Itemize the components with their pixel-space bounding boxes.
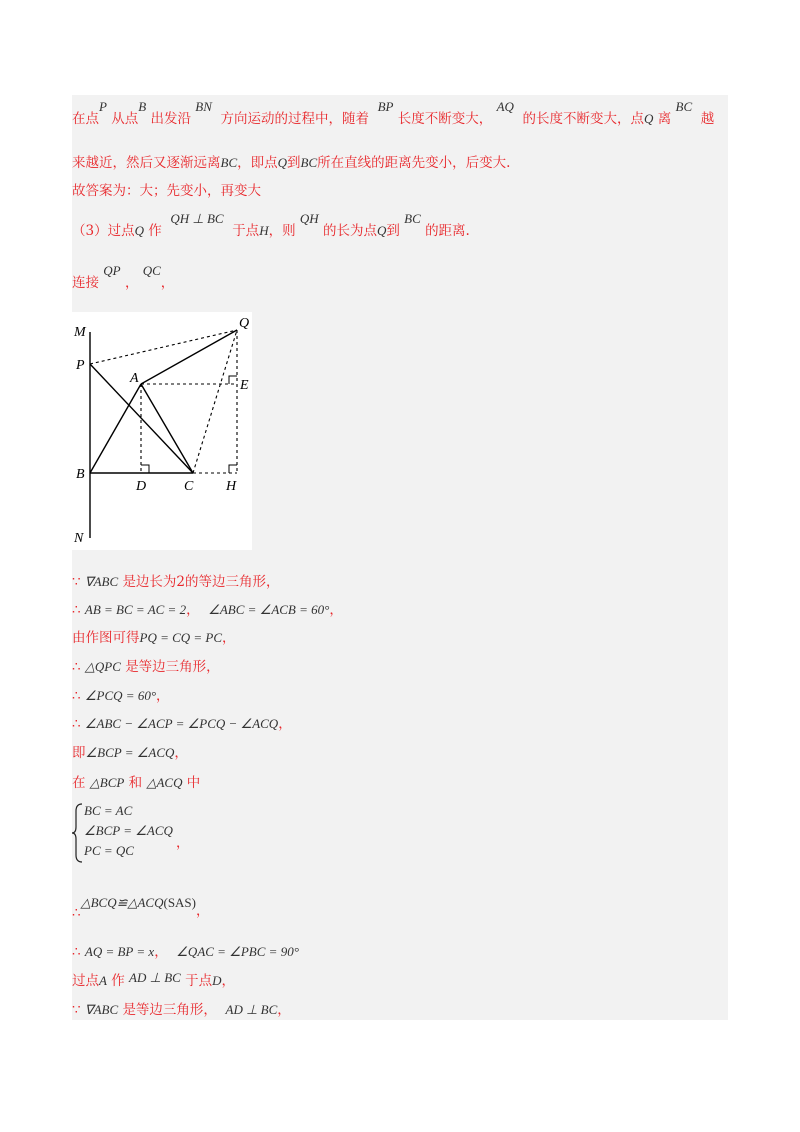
text: 到	[287, 155, 301, 171]
text: ，	[160, 275, 175, 291]
text: 过点	[72, 973, 99, 989]
therefore-symbol: ∴	[72, 905, 81, 921]
text: ，	[222, 630, 236, 646]
text: 在	[72, 775, 86, 791]
math: Q	[277, 155, 288, 170]
right-angle-h	[229, 465, 237, 473]
text: 的长度不断变大，点	[522, 111, 645, 127]
math: AB = BC = AC = 2	[84, 602, 187, 617]
proof-line-8	[72, 626, 236, 646]
text: ，即点	[237, 155, 278, 171]
text: ，	[278, 716, 292, 732]
solution-panel	[72, 95, 728, 1020]
left-brace-icon	[72, 803, 84, 863]
proof-line-13	[72, 771, 200, 791]
proof-line-7	[72, 598, 343, 618]
math: BC	[300, 155, 318, 170]
math: AD ⊥ BC	[225, 1002, 278, 1017]
text: 连接	[72, 275, 99, 291]
because-symbol: ∵	[72, 574, 81, 590]
therefore-symbol: ∴	[72, 944, 81, 960]
text: 离	[657, 111, 672, 127]
label-d: D	[136, 479, 147, 494]
text: ，	[277, 1002, 291, 1018]
math: BC	[220, 155, 238, 170]
math: BC	[675, 99, 693, 114]
text: 来越近，然后又逐渐远离	[72, 155, 221, 171]
text: ，	[156, 688, 170, 704]
label-a: A	[130, 371, 139, 386]
label-b: B	[76, 467, 85, 482]
solution-line-1	[72, 99, 715, 127]
right-angle-e	[229, 376, 237, 384]
text: 在点	[72, 111, 99, 127]
proof-line-16	[72, 969, 235, 989]
text: 到	[386, 223, 400, 239]
proof-line-12	[72, 741, 188, 761]
math: △BCP	[89, 775, 125, 790]
text: 的距离.	[425, 223, 470, 239]
geometry-diagram	[72, 312, 252, 550]
math: Q	[376, 223, 387, 238]
right-angle-d	[141, 465, 149, 473]
system-row-2: ∠BCP = ∠ACQ	[84, 823, 173, 838]
text: 的长为点	[322, 223, 377, 239]
math: A	[99, 973, 107, 988]
text: 从点	[111, 111, 139, 127]
math: △ACQ	[146, 775, 183, 790]
text: 方向运动的过程中，随着	[220, 111, 370, 127]
answer-line	[72, 179, 261, 199]
text: 于点	[185, 973, 213, 989]
solution-line-2	[72, 151, 510, 171]
text: 和	[128, 775, 143, 791]
text: 越	[700, 111, 715, 127]
geometry-figure	[72, 312, 252, 550]
text: 故答案为：大；先变小，再变大	[72, 183, 261, 199]
part-3-heading	[72, 211, 470, 239]
math: ∠ABC = ∠ACB = 60°	[208, 602, 330, 617]
text: 即	[72, 745, 86, 761]
math: AQ = BP = x	[84, 944, 155, 959]
math: ∠BCP = ∠ACQ	[85, 745, 175, 760]
therefore-symbol: ∴	[72, 602, 81, 618]
text: ，	[196, 903, 210, 919]
math: △BCQ≌△ACQ	[80, 895, 164, 910]
segment-pq	[90, 330, 237, 364]
label-q: Q	[239, 316, 250, 331]
math: D	[212, 973, 222, 988]
text: 中	[186, 775, 201, 791]
text: 长度不断变大，	[397, 111, 493, 127]
math: BP	[377, 99, 394, 114]
therefore-symbol: ∴	[72, 688, 81, 704]
math: Q	[134, 223, 144, 238]
math: AD ⊥ BC	[129, 970, 181, 985]
segment-ab	[90, 384, 141, 473]
text: ，	[174, 745, 188, 761]
math: QC	[142, 263, 161, 278]
text: 作	[148, 223, 162, 239]
proof-line-6	[72, 570, 280, 590]
segment-ac	[141, 384, 193, 473]
math: H	[259, 223, 269, 238]
text: 由作图可得	[72, 630, 140, 646]
text: 是等边三角形，	[125, 659, 220, 675]
math: BC	[404, 211, 421, 226]
proof-line-17	[72, 998, 291, 1018]
system-row-3: PC = QC	[84, 843, 134, 858]
text: 作	[111, 973, 125, 989]
segment-aq	[141, 330, 237, 384]
label-p: P	[76, 358, 85, 373]
math: (SAS)	[163, 895, 196, 910]
proof-line-10	[72, 684, 170, 704]
proof-line-15	[72, 940, 299, 960]
text: ，	[329, 602, 343, 618]
proof-line-11	[72, 712, 292, 732]
label-n: N	[74, 531, 84, 546]
text: 是等边三角形，	[122, 1002, 217, 1018]
math: BN	[195, 99, 212, 114]
text: ，	[186, 602, 200, 618]
text: 于点	[232, 223, 260, 239]
text: 所在直线的距离先变小，后变大.	[317, 155, 511, 171]
math: B	[138, 99, 147, 114]
math: QH	[299, 211, 319, 226]
text: 出发沿	[150, 111, 191, 127]
label-m: M	[74, 325, 86, 340]
proof-line-14	[72, 891, 210, 921]
therefore-symbol: ∴	[72, 716, 81, 732]
label-h: H	[226, 479, 237, 494]
text: 是边长为2的等边三角形，	[122, 574, 280, 590]
label-e: E	[240, 378, 249, 393]
label-c: C	[184, 479, 194, 494]
because-symbol: ∵	[72, 1002, 81, 1018]
math: PQ = CQ = PC	[139, 630, 223, 645]
text: ，则	[268, 223, 296, 239]
math: ∠ABC − ∠ACP = ∠PCQ − ∠ACQ	[84, 716, 279, 731]
math: Q	[644, 111, 654, 126]
text: （3）过点	[72, 223, 135, 239]
math: AQ	[496, 99, 514, 114]
text: ，	[221, 973, 235, 989]
math: △QPC	[84, 659, 121, 674]
proof-line-9	[72, 655, 220, 675]
math: ∇ABC	[84, 574, 119, 589]
math: QH ⊥ BC	[170, 211, 224, 226]
system-row-1: BC = AC	[84, 803, 133, 818]
math: QP	[103, 263, 121, 278]
therefore-symbol: ∴	[72, 659, 81, 675]
math: ∠QAC = ∠PBC = 90°	[176, 944, 299, 959]
text: ，	[154, 944, 168, 960]
math: ∇ABC	[84, 1002, 119, 1017]
math: ∠PCQ = 60°	[84, 688, 157, 703]
text: ，	[124, 275, 139, 291]
math: P	[99, 99, 107, 114]
connect-line	[72, 263, 175, 291]
system-comma: ，	[176, 835, 190, 851]
